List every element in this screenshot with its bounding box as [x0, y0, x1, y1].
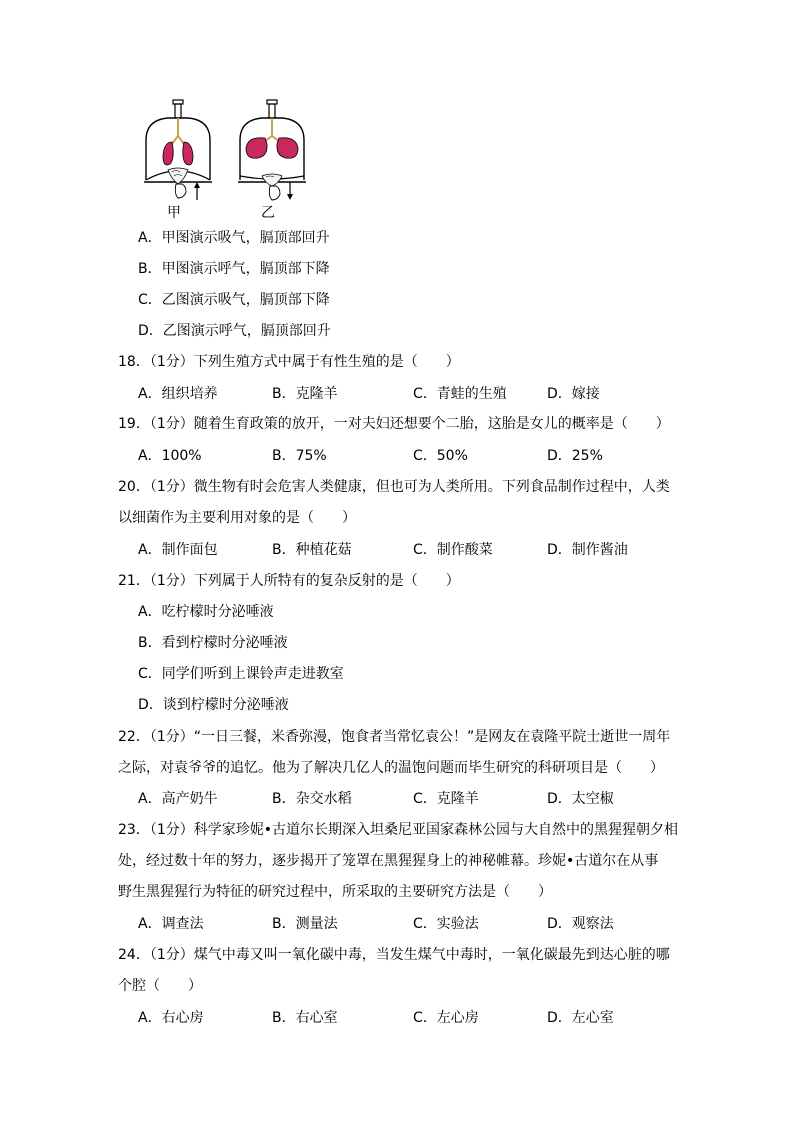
q24-stem-line-2: 个腔（ ）	[118, 978, 202, 994]
bell-jar-diagram	[138, 98, 318, 222]
q20-stem-line-1: 20．（1分）微生物有时会危害人类健康，但也可为人类所用。下列食品制作过程中，人类	[118, 479, 670, 495]
q23-stem-line-2: 处，经过数十年的努力，逐步揭开了笼罩在黑猩猩身上的神秘帷幕。珍妮•古道尔在从事	[118, 853, 659, 869]
figure-label-right: 乙	[261, 205, 275, 221]
q18-option-b: B．克隆羊	[272, 386, 338, 402]
q21-option-b: B．看到柠檬时分泌唾液	[138, 635, 288, 651]
q24-option-c: C．左心房	[413, 1010, 479, 1026]
q19-stem: 19．（1分）随着生育政策的放开，一对夫妇还想要个二胎，这胎是女儿的概率是（ ）	[118, 416, 670, 432]
q22-option-b: B．杂交水稻	[272, 791, 352, 807]
q17-option-b: B．甲图演示呼气，膈顶部下降	[138, 261, 330, 277]
q21-stem: 21．（1分）下列属于人所特有的复杂反射的是（ ）	[118, 573, 460, 589]
q22-option-d: D．太空椒	[547, 791, 614, 807]
q23-stem-line-3: 野生黑猩猩行为特征的研究过程中，所采取的主要研究方法是（ ）	[118, 884, 552, 900]
q22-option-c: C．克隆羊	[413, 791, 479, 807]
q22-option-a: A．高产奶牛	[138, 791, 218, 807]
q21-option-d: D．谈到柠檬时分泌唾液	[138, 697, 289, 713]
q18-stem: 18．（1分）下列生殖方式中属于有性生殖的是（ ）	[118, 354, 460, 370]
q19-option-c: C．50%	[413, 448, 468, 464]
q22-stem-line-2: 之际，对袁爷爷的追忆。他为了解决几亿人的温饱问题而毕生研究的科研项目是（ ）	[118, 760, 664, 776]
lung-right-a	[246, 138, 267, 159]
bell-jar-figure	[138, 98, 318, 222]
q23-stem-line-1: 23．（1分）科学家珍妮•古道尔长期深入坦桑尼亚国家森林公园与大自然中的黑猩猩朝夕相	[118, 822, 678, 838]
q19-option-d: D．25%	[547, 448, 603, 464]
q18-option-d: D．嫁接	[547, 386, 600, 402]
q24-option-d: D．左心室	[547, 1010, 614, 1026]
q20-option-d: D．制作酱油	[547, 542, 628, 558]
bell-jar-right	[238, 100, 306, 200]
q20-option-c: C．制作酸菜	[413, 542, 493, 558]
lung-right-b	[277, 138, 298, 159]
q24-option-a: A．右心房	[138, 1010, 204, 1026]
q23-option-a: A．调查法	[138, 916, 204, 932]
q17-option-a: A．甲图演示吸气，膈顶部回升	[138, 230, 330, 246]
q24-option-b: B．右心室	[272, 1010, 338, 1026]
q18-option-c: C．青蛙的生殖	[413, 386, 507, 402]
lung-left-b	[183, 142, 193, 165]
q21-option-a: A．吃柠檬时分泌唾液	[138, 604, 274, 620]
q20-option-b: B．种植花菇	[272, 542, 352, 558]
q23-option-d: D．观察法	[547, 916, 614, 932]
q23-option-c: C．实验法	[413, 916, 479, 932]
q20-stem-line-2: 以细菌作为主要利用对象的是（ ）	[118, 510, 356, 526]
q20-option-a: A．制作面包	[138, 542, 218, 558]
figure-label-left: 甲	[167, 205, 181, 221]
q19-option-b: B．75%	[272, 448, 327, 464]
q24-stem-line-1: 24．（1分）煤气中毒又叫一氧化碳中毒，当发生煤气中毒时，一氧化碳最先到达心脏的哪	[118, 947, 670, 963]
q22-stem-line-1: 22．（1分）“一日三餐，米香弥漫，饱食者当常忆袁公！”是网友在袁隆平院士逝世一周年	[118, 729, 671, 745]
q18-option-a: A．组织培养	[138, 386, 218, 402]
q17-option-d: D．乙图演示呼气，膈顶部回升	[138, 323, 331, 339]
q23-option-b: B．测量法	[272, 916, 338, 932]
q21-option-c: C．同学们听到上课铃声走进教室	[138, 666, 344, 682]
lung-left-a	[163, 142, 173, 165]
q17-option-c: C．乙图演示吸气，膈顶部下降	[138, 292, 330, 308]
q19-option-a: A．100%	[138, 448, 202, 464]
bell-jar-left	[144, 100, 212, 200]
